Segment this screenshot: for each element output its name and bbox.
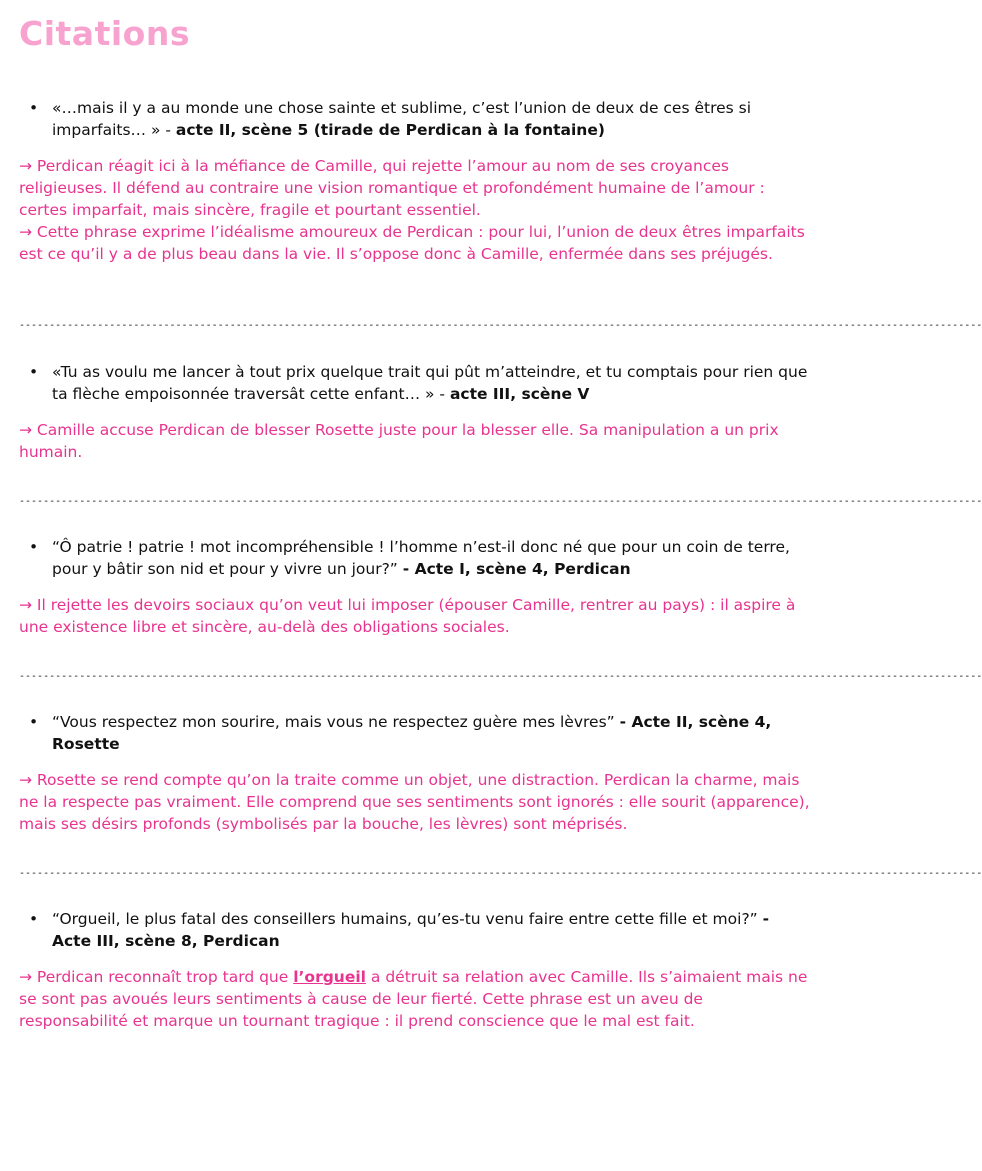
citation-3 (0, 536, 828, 638)
bullet-icon: • (29, 910, 39, 928)
citation-2 (0, 361, 828, 463)
quote-reference: - Acte I, scène 4, Perdican (402, 560, 631, 578)
quote-reference: acte III, scène V (449, 385, 590, 403)
commentary: → Camille accuse Perdican de blesser Rosette juste pour la blesser elle. Sa manipulation a un prix humain. (19, 421, 779, 461)
page-title: Citations (19, 14, 190, 53)
separator-line: ---------------------------------------------------------------------------------------------------------------------------------------------------------------- (19, 868, 982, 879)
separator-line: ---------------------------------------------------------------------------------------------------------------------------------------------------------------- (19, 671, 982, 682)
commentary: → Perdican reconnaît trop tard que l’orgueil a détruit sa relation avec Camille. Ils s’aimaient mais ne se sont pas avoués leurs sentiments à cause de leur fierté. Cette phrase est un aveu de responsabilité et marque un tournant tragique : il prend conscience que le mal est fait. (19, 968, 808, 1030)
quote-text: • «Tu as voulu me lancer à tout prix quelque trait qui pût m’atteindre, et tu comptais pour rien que ta flèche empoisonnée traversât cette enfant… » - acte III, scène V (29, 363, 808, 403)
citation-4 (0, 711, 828, 835)
bullet-icon: • (29, 713, 39, 731)
quote-reference: - Acte II, scène 4, Rosette (52, 713, 772, 753)
quote-text: • “Orgueil, le plus fatal des conseillers humains, qu’es-tu venu faire entre cette fille et moi?” - Acte III, scène 8, Perdican (29, 910, 770, 950)
commentary: → Rosette se rend compte qu’on la traite comme un objet, une distraction. Perdican la charme, mais ne la respecte pas vraiment. Elle comprend que ses sentiments sont ignorés : elle sourit (apparence), mais ses désirs profonds (symbolisés par la bouche, les lèvres) sont méprisés. (19, 771, 810, 833)
highlighted-word: l’orgueil (293, 968, 366, 986)
quote-text: • «…mais il y a au monde une chose sainte et sublime, c’est l’union de deux de ces êtres si imparfaits… » - acte II, scène 5 (tirade de Perdican à la fontaine) (29, 99, 752, 139)
bullet-icon: • (29, 363, 39, 381)
separator-line: ---------------------------------------------------------------------------------------------------------------------------------------------------------------- (19, 496, 982, 507)
bullet-icon: • (29, 99, 39, 117)
quote-text: • “Vous respectez mon sourire, mais vous ne respectez guère mes lèvres” - Acte II, scène 4, Rosette (29, 713, 772, 753)
quote-reference: acte II, scène 5 (tirade de Perdican à la fontaine) (175, 121, 605, 139)
quote-reference: - Acte III, scène 8, Perdican (52, 910, 770, 950)
commentary: → Il rejette les devoirs sociaux qu’on veut lui imposer (épouser Camille, rentrer au pays) : il aspire à une existence libre et sincère, au-delà des obligations sociales. (19, 596, 796, 636)
quote-text: • “Ô patrie ! patrie ! mot incompréhensible ! l’homme n’est-il donc né que pour un coin de terre, pour y bâtir son nid et pour y vivre un jour?” - Acte I, scène 4, Perdican (29, 538, 790, 578)
bullet-icon: • (29, 538, 39, 556)
separator-line: ---------------------------------------------------------------------------------------------------------------------------------------------------------------- (19, 320, 982, 331)
citation-5 (0, 908, 828, 1032)
citation-1 (0, 97, 828, 265)
commentary: → Perdican réagit ici à la méfiance de Camille, qui rejette l’amour au nom de ses croyances religieuses. Il défend au contraire une vision romantique et profondément humaine de l’amour : certes imparfait, mais sincère, fragile et pourtant essentiel. → Cette phrase exprime l’idéalisme amoureux de Perdican : pour lui, l’union de deux êtres imparfaits est ce qu’il y a de plus beau dans la vie. Il s’oppose donc à Camille, enfermée dans ses préjugés. (19, 157, 805, 263)
